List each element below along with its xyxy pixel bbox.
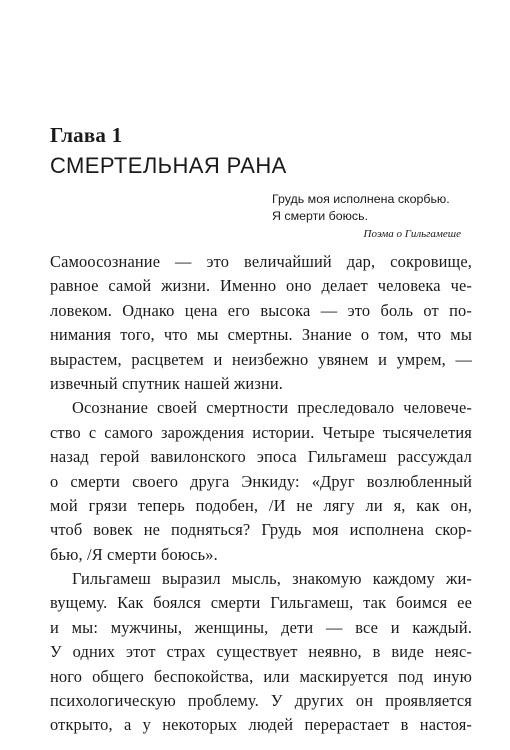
epigraph-source: Поэма о Гильгамеше — [363, 228, 461, 240]
text-line: У одних этот страх существует неявно, в виде неяс- — [50, 642, 472, 662]
text-line: бью, /Я смерти боюсь». — [50, 544, 218, 564]
paragraph-3 — [50, 567, 472, 738]
paragraph-2 — [50, 396, 472, 567]
text-line: ного общего беспокойства, или маскируется под иную — [50, 666, 472, 686]
text-line: равное самой жизни. Именно оно делает человека че- — [50, 276, 472, 296]
text-line: и мы: мужчины, женщины, дети — все и каждый. — [50, 617, 472, 637]
text-line: извечный спутник нашей жизни. — [50, 373, 284, 393]
text-line: Самоосознание — это величайший дар, сокровище, — [50, 252, 472, 271]
text-line: психологическую проблему. У других он проявляется — [50, 691, 472, 711]
text-line: назад герой вавилонского эпоса Гильгамеш рассуждал — [50, 447, 472, 467]
epigraph-line: Я смерти боюсь. — [272, 209, 369, 223]
text-line: чтоб вовек не подняться? Грудь моя исполнена скор- — [50, 520, 472, 540]
text-line: о смерти своего друга Энкиду: «Друг возлюбленный — [50, 471, 472, 491]
text-line: ловеком. Однако цена его высока — это боль от по- — [50, 300, 472, 320]
body-text — [50, 250, 472, 738]
chapter-label: Глава 1 — [50, 123, 123, 147]
text-line: ство с самого зарождения истории. Четыре тысячелетия — [50, 422, 472, 442]
paragraph-1 — [50, 250, 472, 396]
chapter-title: СМЕРТЕЛЬНАЯ РАНА — [50, 153, 287, 178]
text-line: открыто, а у некоторых людей перерастает в настоя- — [50, 715, 472, 735]
text-line: нимания того, что мы смертны. Знание о том, что мы — [50, 325, 472, 345]
text-line: Гильгамеш выразил мысль, знакомую каждому жи- — [72, 569, 472, 589]
text-line: мой грязи теперь подобен, /И не лягу ли я, как он, — [50, 495, 472, 515]
text-line: вырастем, расцветем и неизбежно увянем и умрем, — — [50, 349, 472, 369]
epigraph-line: Грудь моя исполнена скорбью. — [272, 192, 450, 206]
text-line: вущему. Как боялся смерти Гильгамеш, так боимся ее — [50, 593, 472, 613]
text-line: Осознание своей смертности преследовало человече- — [72, 398, 472, 418]
epigraph — [272, 191, 467, 242]
